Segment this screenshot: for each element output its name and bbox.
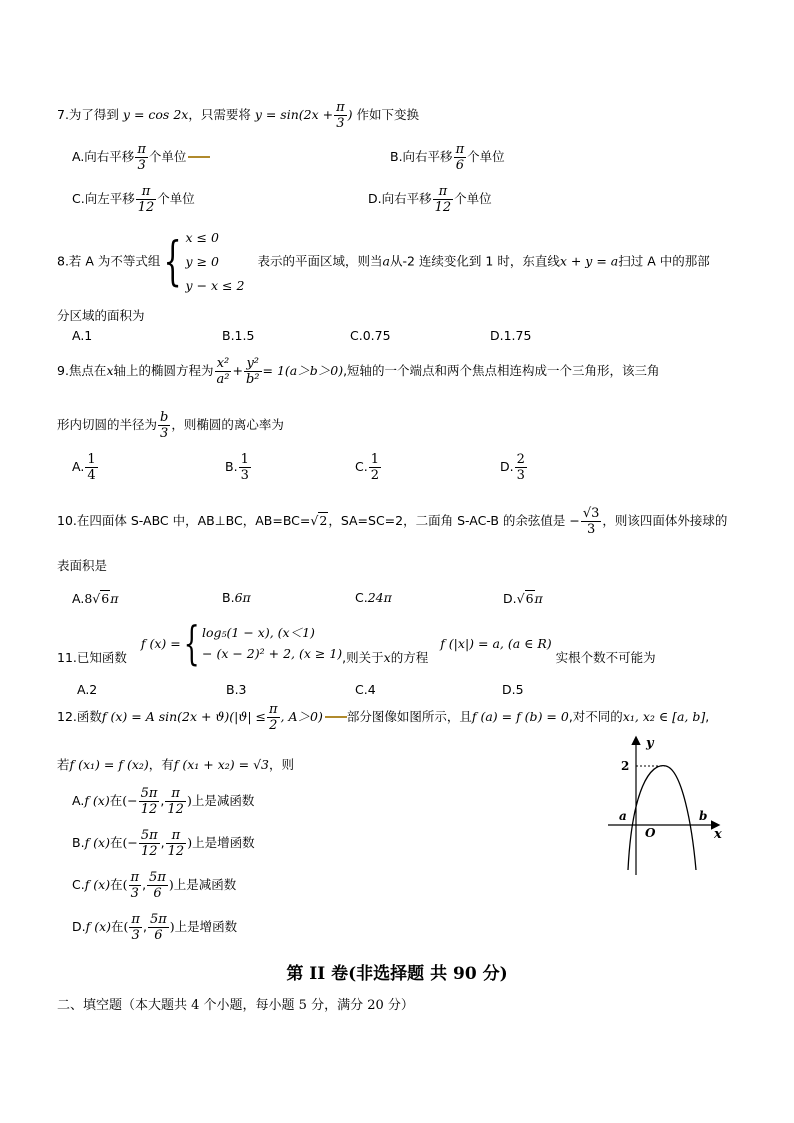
q7-option-b: B.向右平移 $\frac{\pi}{6}$ 个单位: [390, 142, 505, 173]
q8-option-b: B.1.5: [222, 328, 255, 343]
q8-option-c: C.0.75: [350, 328, 391, 343]
q8-stem: 8.若 A 为不等式组{ x ≤ 0 y ≥ 0 y − x ≤ 2 表示的平面区域，则当a从-2 连续变化到 1 时，东直线x + y = a扫过 A 中的那部: [57, 230, 710, 293]
q12-function-graph: [600, 730, 740, 880]
q11-option-a: A.2: [77, 682, 98, 697]
q12-option-c: C.f (x)在( $\frac{\pi}{3}$ , $\frac{5\pi}{6}$ )上是减函数: [72, 870, 237, 901]
q9-option-a: A. $\frac{1}{4}$: [72, 452, 96, 483]
q9-option-b: B. $\frac{1}{3}$: [225, 452, 249, 483]
q9-option-d: D. $\frac{2}{3}$: [500, 452, 525, 483]
q12-option-d: D.f (x)在( $\frac{\pi}{3}$ , $\frac{5\pi}{6}$ )上是增函数: [72, 912, 238, 943]
origin-label: O: [645, 826, 656, 840]
section-title: 第 II 卷(非选择题 共 90 分): [286, 964, 508, 984]
q7-option-a: A.向右平移 $\frac{\pi}{3}$ 个单位: [72, 142, 210, 173]
q12-stem-line2: 若f (x₁) = f (x₂)，有f (x₁ + x₂) = √3，则: [57, 757, 295, 772]
q12-option-b: B.f (x)在(− $\frac{5\pi}{12}$ , $\frac{\pi}{12}$ )上是增函数: [72, 828, 255, 859]
q11-option-b: B.3: [226, 682, 247, 697]
q11-stem: 11.已知函数 f (x) ={ log₅(1 − x), (x＜1) − (x − 2)² + 2, (x ≥ 1) ,则关于x的方程 f (|x|) = a, (a ∈ R) 实根个数不可能为: [57, 616, 656, 670]
a-label: a: [619, 809, 627, 823]
q10-option-b: B.6π: [222, 590, 251, 605]
q8-stem-line2: 分区域的面积为: [57, 308, 145, 323]
q12-option-a: A.f (x)在(− $\frac{5\pi}{12}$ , $\frac{\pi}{12}$ )上是减函数: [72, 786, 255, 817]
q7-stem: 7.为了得到 y = cos 2x，只需要将 y = sin(2x + $\frac{\pi}{3}$ ) 作如下变换: [57, 100, 420, 131]
sine-curve: [628, 766, 696, 870]
q9-option-c: C. $\frac{1}{2}$: [355, 452, 379, 483]
q10-option-d: D.√6π: [503, 591, 543, 606]
underline-mark: [325, 716, 347, 718]
b-label: b: [699, 809, 708, 823]
y-axis-label: y: [646, 736, 654, 751]
q9-stem-line2: 形内切圆的半径为 $\frac{b}{3}$ ，则椭圆的离心率为: [57, 410, 284, 441]
q10-stem-line2: 表面积是: [57, 558, 108, 573]
q11-option-c: C.4: [355, 682, 376, 697]
q11-option-d: D.5: [502, 682, 524, 697]
peak-label: 2: [621, 759, 630, 773]
x-axis-label: x: [714, 827, 722, 842]
q7-option-c: C.向左平移 $\frac{\pi}{12}$ 个单位: [72, 184, 195, 215]
q10-stem: 10.在四面体 S-ABC 中，AB⊥BC，AB=BC=√2，SA=SC=2，二面角 S-AC-B 的余弦值是 − $\frac{√3}{3}$ ，则该四面体外接球的: [57, 506, 728, 537]
section-subtitle: 二、填空题（本大题共 4 个小题，每小题 5 分，满分 20 分）: [57, 998, 414, 1013]
q10-option-a: A.8√6π: [72, 591, 119, 606]
q8-option-a: A.1: [72, 328, 93, 343]
q7-option-d: D.向右平移 $\frac{\pi}{12}$ 个单位: [368, 184, 492, 215]
q10-option-c: C.24π: [355, 590, 392, 605]
q12-stem: 12.函数f (x) = A sin(2x + ϑ)(|ϑ| ≤ $\frac{\pi}{2}$ , A＞0) 部分图像如图所示，且f (a) = f (b) = 0,对不同的x₁, x₂ ∈ [a, b],: [57, 702, 710, 733]
q9-stem: 9.焦点在x轴上的椭圆方程为 $\frac{\text{x²}}{\text{a²}}$ + $\frac{\text{y²}}{\text{b²}}$ = 1(a＞b＞0),短轴的一个端点和两个焦点相连构成一个三角形，该三角: [57, 356, 660, 387]
q8-option-d: D.1.75: [490, 328, 532, 343]
underline-mark: [188, 156, 210, 158]
